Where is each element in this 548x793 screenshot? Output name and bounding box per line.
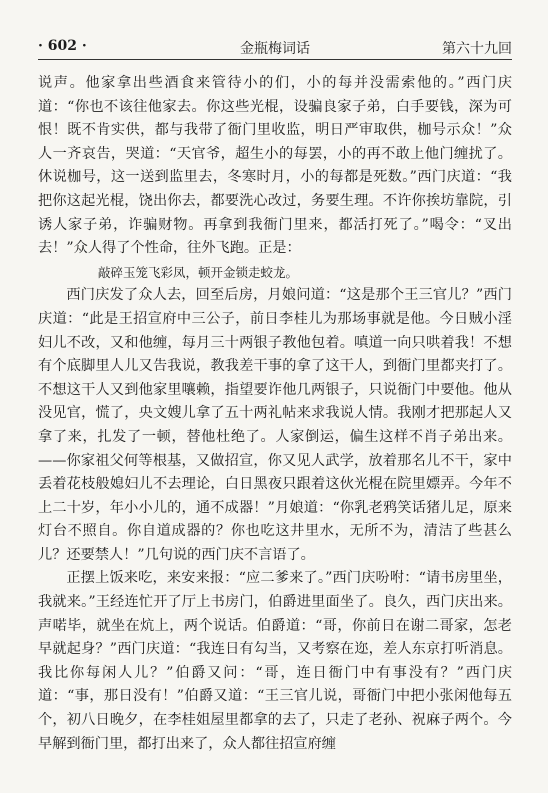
paragraph-3: 正摆上饭来吃，来安来报：“应二爹来了。”西门庆吩咐：“请书房里坐，我就来。”王经连忙开了厅上书房门，伯爵进里面坐了。良久，西门庆出来。声喏毕，就坐在炕上，两个说话。伯爵道：“哥，你前日在谢二哥家，怎老早就起身？”西门庆道：“我连日有勾当，又考察在迩，差人东京打听消息。我比你每闲人儿？”伯爵又问：“哥，连日衙门中有事没有？”西门庆道：“事，那日没有！”伯爵又道：“王三官儿说，哥衙门中把小张闲他每五个，初八日晚夕，在李桂姐屋里都拿的去了，只走了老孙、祝麻子两个。今早解到衙门里，都打出来了，众人都往招宣府缠 <box>38 570 512 752</box>
verse-line: 敲碎玉笼飞彩凤，顿开金锁走蛟龙。 <box>98 264 299 280</box>
header-rule <box>38 59 512 60</box>
paragraph-2: 西门庆发了众人去，回至后房，月娘问道：“这是那个王三官儿？”西门庆道：“此是王招宣府中三公子，前日李桂儿为那场事就是他。今日贼小淫妇儿不改，又和他缠，每月三十两银子教他包着。嗔道一向只哄着我！不想有个底脚里人儿又告我说，教我差干事的拿了这干人，到衙门里都夹打了。不想这干人又到他家里嚷赖，指望要诈他几两银子，只说衙门中要他。他从没见官，慌了，央文嫂儿拿了五十两礼帖来求我说人情。我刚才把那起人又拿了来，扎发了一顿，替他杜绝了。人家倒运，偏生这样不肖子弟出来。——你家祖父何等根基，又做招宣，你又见人武学，放着那名儿不干，家中丢着花枝般媳妇儿不去理论，白日黑夜只跟着这伙光棍在院里嫖弄。今年不上二十岁，年小小儿的，通不成器！”月娘道：“你乳老鸦笑话猪儿足，原来灯台不照自。你自道成器的？你也吃这井里水，无所不为，清洁了些甚么儿？还要禁人！”几句说的西门庆不言语了。 <box>38 287 512 563</box>
page-number: · 602 · <box>38 38 87 54</box>
running-header <box>38 34 512 60</box>
chapter-title: 第六十九回 <box>442 41 512 57</box>
page-body <box>38 72 512 756</box>
book-title: 金瓶梅词话 <box>240 41 310 57</box>
paragraph-1: 说声。他家拿出些酒食来管待小的们，小的每并没需索他的。”西门庆道：“你也不该往他家去。你这些光棍，设骗良家子弟，白手要钱，深为可恨！既不肯实供，都与我带了衙门里收监，明日严审取供，枷号示众！”众人一齐哀告，哭道：“天官爷，超生小的每罢，小的再不敢上他门缠扰了。休说枷号，这一送到监里去，冬寒时月，小的每都是死数。”西门庆道：“我把你这起光棍，饶出你去，都要洗心改过，务要生理。不许你挨坊靠院，引诱人家子弟，诈骗财物。再拿到我衙门里来，都活打死了。”喝令：“叉出去！”众人得了个性命，往外飞跑。正是： <box>38 75 512 257</box>
